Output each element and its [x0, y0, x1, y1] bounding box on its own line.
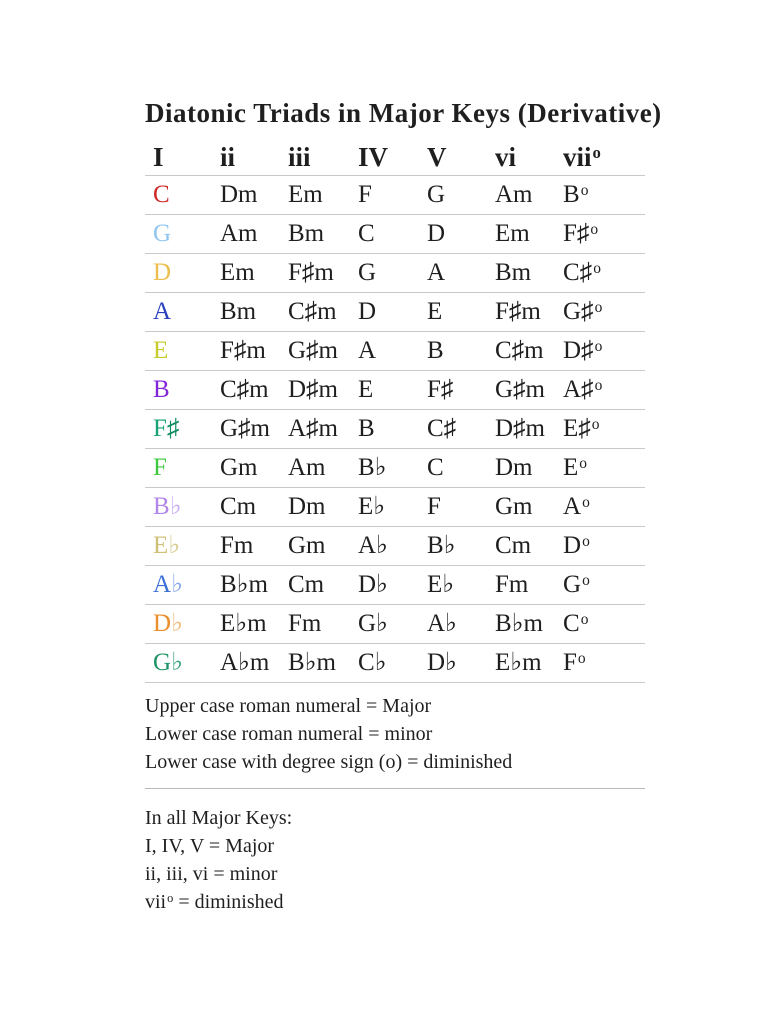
key-cell [153, 644, 220, 682]
degree-sign: o [593, 260, 601, 278]
key-letter: A [153, 571, 172, 598]
chord-cell: F [358, 181, 372, 208]
key-cell [153, 605, 220, 643]
key-cell [153, 254, 220, 292]
dim-chord-cell: A♯$^o$ [563, 376, 603, 403]
table-body [145, 176, 645, 683]
degree-sign: o [577, 650, 586, 668]
column-header-i: I [153, 142, 164, 172]
chord-cell: G [358, 259, 377, 286]
chord-cell: D [427, 220, 446, 247]
key-row-c [145, 176, 645, 215]
chord-cell: D♭ [358, 571, 388, 598]
key-letter: G [153, 649, 172, 676]
chord-cell: Am [288, 454, 326, 481]
chord-cell: Gm [495, 493, 533, 520]
chord-cell: G♯m [220, 415, 270, 442]
chord-cell: D [358, 298, 377, 325]
chord-cell: Cm [288, 571, 325, 598]
chord-cell: E♭ [427, 571, 455, 598]
key-row-f-sharp [145, 410, 645, 449]
chord-cell: A♭ [358, 532, 388, 559]
degree-sign: o [594, 299, 603, 317]
dim-chord-cell: F♯$^o$ [563, 220, 599, 247]
key-cell [153, 410, 220, 448]
chord-cell: Gm [220, 454, 258, 481]
chord-cell: B [358, 415, 375, 442]
column-header-vi: vi [495, 142, 517, 172]
degree-sign: o [594, 377, 603, 395]
chord-cell: Fm [495, 571, 529, 598]
key-row-d [145, 254, 645, 293]
notes-line-major: I, IV, V = Major [145, 835, 275, 857]
dim-chord-cell: $E^o$ [563, 454, 588, 481]
key-row-b [145, 371, 645, 410]
chord-cell: Cm [220, 493, 257, 520]
chord-cell: A [427, 259, 446, 286]
dim-chord-cell: $C^o$ [563, 610, 589, 637]
chord-cell: C♯m [495, 337, 544, 364]
key-accidental: ♭ [171, 610, 183, 637]
chord-cell: D♯m [288, 376, 338, 403]
dim-chord-cell: $G^o$ [563, 571, 590, 598]
chord-cell: F [427, 493, 441, 520]
key-row-g-flat [145, 644, 645, 683]
chord-cell: Dm [220, 181, 258, 208]
dim-chord-cell: $A^o$ [563, 493, 590, 520]
chord-cell: B♭m [495, 610, 543, 637]
key-cell [153, 332, 220, 370]
key-letter: E [153, 337, 169, 364]
chord-cell: C♯m [220, 376, 269, 403]
key-row-f [145, 449, 645, 488]
column-header-v: V [427, 142, 447, 172]
degree-sign: o [591, 416, 600, 434]
chord-cell: Bm [288, 220, 325, 247]
column-header-vii: vii$^o$ [563, 142, 601, 172]
key-letter: A [153, 298, 172, 325]
chord-cell: D♯m [495, 415, 545, 442]
key-cell [153, 176, 220, 214]
chord-cell: F♯m [495, 298, 541, 325]
chord-cell: Cm [495, 532, 532, 559]
chord-cell: B♭ [427, 532, 456, 559]
key-row-g [145, 215, 645, 254]
legend-line-major: Upper case roman numeral = Major [145, 695, 432, 717]
chord-cell: Am [495, 181, 533, 208]
degree-sign: o [580, 182, 589, 200]
degree-sign: o [582, 572, 590, 590]
chord-cell: F♯m [288, 259, 334, 286]
key-row-a-flat [145, 566, 645, 605]
notes-line-diminished [145, 888, 645, 916]
column-header-iv: IV [358, 142, 389, 172]
legend-line-diminished: Lower case with degree sign (o) = diminished [145, 751, 513, 773]
dim-chord-cell: G♯$^o$ [563, 298, 603, 325]
chord-cell: Gm [288, 532, 326, 559]
chord-cell: G♯m [495, 376, 545, 403]
chord-cell: C [358, 220, 375, 247]
dim-chord-cell: $F^o$ [563, 649, 586, 676]
chord-cell: G♭ [358, 610, 388, 637]
key-row-e [145, 332, 645, 371]
dim-chord-cell: E♯$^o$ [563, 415, 600, 442]
chord-cell: A♯m [288, 415, 338, 442]
chord-cell: G [427, 181, 446, 208]
key-row-b-flat [145, 488, 645, 527]
key-accidental: ♭ [171, 649, 183, 676]
notes-dim-text: = diminished [173, 891, 284, 913]
key-letter: D [153, 610, 172, 637]
chord-cell: B♭ [358, 454, 387, 481]
key-letter: C [153, 181, 170, 208]
chart-sheet [145, 98, 662, 916]
chord-cell: D♭ [427, 649, 457, 676]
dim-chord-cell: D♯$^o$ [563, 337, 603, 364]
dim-chord-cell: C♯$^o$ [563, 259, 601, 286]
degree-sign: o [582, 494, 590, 512]
key-cell [153, 215, 220, 253]
notes-block [145, 804, 645, 916]
key-cell [153, 527, 220, 565]
key-row-a [145, 293, 645, 332]
page-title: Diatonic Triads in Major Keys (Derivative) [145, 98, 662, 128]
notes-dim-numeral: vii [145, 891, 167, 913]
chord-cell: F♯ [427, 376, 454, 403]
chord-cell: A♭m [220, 649, 270, 676]
section-divider [145, 788, 645, 789]
chord-cell: A♭ [427, 610, 457, 637]
table-header-row [145, 139, 645, 176]
notes-line-minor: ii, iii, vi = minor [145, 863, 278, 885]
legend-block [145, 692, 645, 776]
chord-cell: F♯m [220, 337, 266, 364]
chord-cell: Em [220, 259, 255, 286]
chord-cell: Bm [495, 259, 532, 286]
key-cell [153, 566, 220, 604]
key-letter: B [153, 376, 170, 403]
chord-cell: Fm [288, 610, 322, 637]
chord-cell: E♭m [495, 649, 542, 676]
degree-sign: o [590, 221, 599, 239]
dim-chord-cell: $B^o$ [563, 181, 589, 208]
legend-line-minor: Lower case roman numeral = minor [145, 723, 433, 745]
key-letter: F [153, 454, 167, 481]
chord-cell: E♭m [220, 610, 267, 637]
chord-cell: Am [220, 220, 258, 247]
notes-heading: In all Major Keys: [145, 807, 293, 829]
chord-cell: G♯m [288, 337, 338, 364]
chord-cell: E [427, 298, 443, 325]
key-letter: D [153, 259, 172, 286]
key-letter: B [153, 493, 170, 520]
key-accidental: ♭ [169, 493, 182, 520]
key-cell [153, 449, 220, 487]
degree-sign: o [579, 455, 588, 473]
chord-cell: E♭ [358, 493, 386, 520]
chord-cell: C♯ [427, 415, 457, 442]
column-header-iii: iii [288, 142, 311, 172]
chord-cell: B♭m [220, 571, 268, 598]
chord-cell: Em [495, 220, 530, 247]
chord-cell: Bm [220, 298, 257, 325]
chord-cell: Fm [220, 532, 254, 559]
key-accidental: ♭ [171, 571, 183, 598]
key-cell [153, 371, 220, 409]
key-letter: E [153, 532, 169, 559]
degree-sign: o [580, 611, 589, 629]
chord-cell: C♯m [288, 298, 337, 325]
chord-cell: B♭m [288, 649, 336, 676]
chord-cell: E [358, 376, 374, 403]
degree-sign: o [592, 143, 601, 163]
key-letter: F [153, 415, 167, 442]
degree-sign: o [167, 891, 174, 906]
key-row-d-flat [145, 605, 645, 644]
dim-chord-cell: $D^o$ [563, 532, 590, 559]
key-accidental: ♭ [168, 532, 181, 559]
key-letter: G [153, 220, 172, 247]
key-cell [153, 488, 220, 526]
chord-cell: Dm [288, 493, 326, 520]
chord-cell: B [427, 337, 444, 364]
chord-cell: C [427, 454, 444, 481]
key-row-e-flat [145, 527, 645, 566]
key-cell [153, 293, 220, 331]
key-accidental: ♯ [166, 415, 180, 442]
chord-cell: C♭ [358, 649, 387, 676]
column-header-ii: ii [220, 142, 236, 172]
chord-cell: Em [288, 181, 323, 208]
chord-cell: Dm [495, 454, 533, 481]
chord-cell: A [358, 337, 377, 364]
degree-sign: o [594, 338, 603, 356]
degree-sign: o [582, 533, 590, 551]
